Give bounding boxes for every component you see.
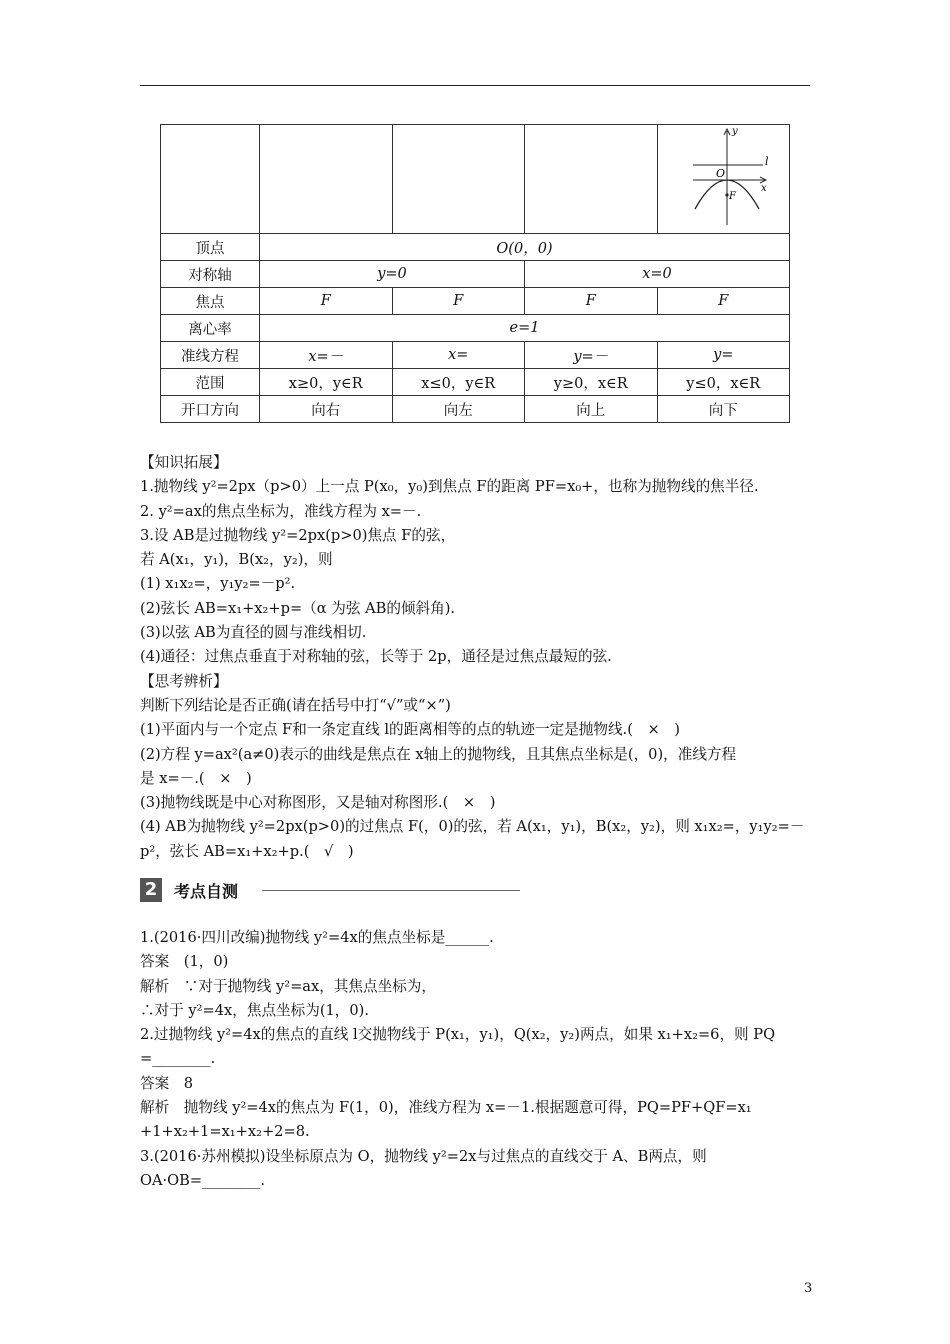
label-x: x xyxy=(761,183,767,194)
directrix-cell: y=－ xyxy=(525,342,658,369)
section-number: 2 xyxy=(140,878,162,902)
focus-cell: F xyxy=(525,288,658,315)
text-line: 答案 8 xyxy=(140,1074,194,1092)
self-test-section xyxy=(140,926,820,1193)
focus-cell: F xyxy=(260,288,393,315)
range-cell: y≥0，x∈R xyxy=(525,369,658,396)
text-line: 1.(2016·四川改编)抛物线 y²=4x的焦点坐标是______. xyxy=(140,929,494,946)
header-directrix: 准线方程 xyxy=(161,342,260,369)
text-line: 答案 (1，0) xyxy=(140,953,229,971)
text-line: 2. y²=ax的焦点坐标为，准线方程为 x=－. xyxy=(140,502,422,520)
section-heading xyxy=(140,878,530,904)
opening-cell: 向上 xyxy=(525,396,658,423)
row-axis xyxy=(161,261,790,288)
axis-value-y: x=0 xyxy=(525,261,790,288)
opening-cell: 向右 xyxy=(260,396,393,423)
header-range: 范围 xyxy=(161,369,260,396)
text-line: (1) x₁x₂=，y₁y₂=－p². xyxy=(140,575,296,593)
header-vertex: 顶点 xyxy=(161,234,260,261)
text-line: (3)以弦 AB为直径的圆与准线相切. xyxy=(140,624,367,642)
text-line: (1)平面内与一个定点 F和一条定直线 l的距离相等的点的轨迹一定是抛物线.( × ) xyxy=(140,721,681,739)
text-line: p²，弦长 AB=x₁+x₂+p.( √ ) xyxy=(140,842,354,860)
opening-cell: 向左 xyxy=(392,396,525,423)
header-eccentricity: 离心率 xyxy=(161,315,260,342)
focus-cell: F xyxy=(657,288,790,315)
text-line: (2)方程 y=ax²(a≠0)表示的曲线是焦点在 x轴上的抛物线，且其焦点坐标是(，0)，准线方程 xyxy=(140,745,737,763)
vertex-value: O(0，0) xyxy=(260,234,790,261)
range-cell: y≤0，x∈R xyxy=(657,369,790,396)
text-line: (2)弦长 AB=x₁+x₂+p=（α 为弦 AB的倾斜角). xyxy=(140,599,456,617)
focus-cell: F xyxy=(392,288,525,315)
row-vertex xyxy=(161,234,790,261)
text-line: 3.设 AB是过抛物线 y²=2px(p>0)焦点 F的弦， xyxy=(140,526,456,544)
row-focus xyxy=(161,288,790,315)
header-focus: 焦点 xyxy=(161,288,260,315)
text-line: 2.过抛物线 y²=4x的焦点的直线 l交抛物线于 P(x₁，y₁)，Q(x₂，y₂)两点，如果 x₁+x₂=6，则 PQ xyxy=(140,1026,776,1044)
text-line: 是 x=－.( × ) xyxy=(140,769,252,787)
text-line: =________. xyxy=(140,1050,216,1068)
parabola-down-figure xyxy=(657,125,790,234)
axis-value-x: y=0 xyxy=(260,261,525,288)
eccentricity-value: e=1 xyxy=(260,315,790,342)
parabola-properties-table xyxy=(160,124,790,423)
directrix-cell: x= xyxy=(392,342,525,369)
label-l: l xyxy=(765,155,769,168)
figure-row xyxy=(161,125,790,234)
text-line: ∴对于 y²=4x，焦点坐标为(1，0). xyxy=(140,1001,370,1019)
row-eccentricity xyxy=(161,315,790,342)
opening-cell: 向下 xyxy=(657,396,790,423)
range-cell: x≥0，y∈R xyxy=(260,369,393,396)
text-line: 【知识拓展】 xyxy=(140,454,228,471)
row-directrix xyxy=(161,342,790,369)
text-line: OA·OB=________. xyxy=(140,1171,266,1189)
label-o: O xyxy=(716,167,726,180)
text-line: 判断下列结论是否正确(请在括号中打“√”或“×”) xyxy=(140,696,451,714)
header-axis: 对称轴 xyxy=(161,261,260,288)
directrix-cell: y= xyxy=(657,342,790,369)
text-line: 若 A(x₁，y₁)，B(x₂，y₂)，则 xyxy=(140,551,333,569)
row-opening xyxy=(161,396,790,423)
section-rule xyxy=(262,890,520,891)
parabola-graph xyxy=(673,125,773,229)
text-line: (3)抛物线既是中心对称图形，又是轴对称图形.( × ) xyxy=(140,794,496,812)
text-line: +1+x₂+1=x₁+x₂+2=8. xyxy=(140,1123,310,1141)
range-cell: x≤0，y∈R xyxy=(392,369,525,396)
directrix-cell: x=－ xyxy=(260,342,393,369)
text-line: 3.(2016·苏州模拟)设坐标原点为 O，抛物线 y²=2x与过焦点的直线交于 A、B两点，则 xyxy=(140,1147,707,1165)
text-line: (4)通径：过焦点垂直于对称轴的弦，长等于 2p，通径是过焦点最短的弦. xyxy=(140,648,612,666)
section-title: 考点自测 xyxy=(174,882,239,901)
text-line: (4) AB为抛物线 y²=2px(p>0)的过焦点 F(，0)的弦，若 A(x₁，y₁)，B(x₂，y₂)，则 x₁x₂=，y₁y₂=－ xyxy=(140,818,805,836)
label-f: F xyxy=(729,191,737,202)
header-opening: 开口方向 xyxy=(161,396,260,423)
text-line: 【思考辨析】 xyxy=(140,672,228,690)
row-range xyxy=(161,369,790,396)
text-line: 1.抛物线 y²=2px（p>0）上一点 P(x₀，y₀)到焦点 F的距离 PF=x₀+，也称为抛物线的焦半径. xyxy=(140,478,759,496)
header-rule xyxy=(140,85,810,86)
text-line: 解析 ∵对于抛物线 y²=ax，其焦点坐标为， xyxy=(140,977,436,995)
label-y: y xyxy=(732,126,738,137)
page-number: 3 xyxy=(804,1281,813,1296)
knowledge-section xyxy=(140,451,820,864)
text-line: 解析 抛物线 y²=4x的焦点为 F(1，0)，准线方程为 x=－1.根据题意可得，PQ=PF+QF=x₁ xyxy=(140,1099,752,1117)
